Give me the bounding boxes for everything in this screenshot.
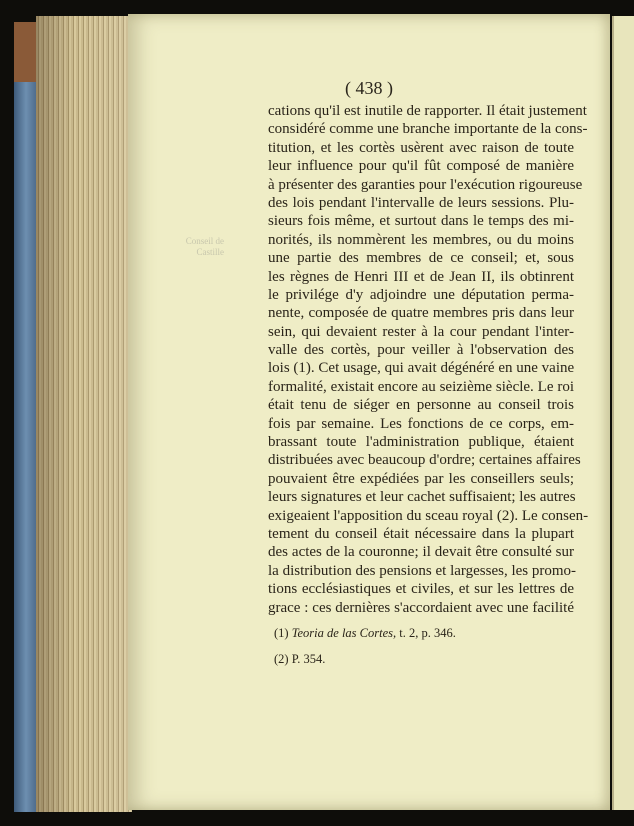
text-line: titution, et les cortès usèrent avec raison de toute <box>268 139 574 156</box>
text-line: les règnes de Henri III et de Jean II, ils obtinrent <box>268 268 574 285</box>
text-line: distribuées avec beaucoup d'ordre; certaines affaires <box>268 452 581 469</box>
text-line: le privilége d'y adjoindre une députation perma- <box>268 286 574 303</box>
book-page <box>128 14 610 810</box>
text-line: exigeaient l'apposition du sceau royal (2). Le consen- <box>268 507 589 524</box>
book-cover-spine <box>14 22 38 812</box>
text-line: sein, qui devaient rester à la cour pendant l'inter- <box>268 323 574 340</box>
footnote-ref: t. 2, p. 346. <box>399 626 456 640</box>
text-line: tions ecclésiastiques et civiles, et sur les lettres de <box>268 581 574 598</box>
text-line: la distribution des pensions et largesses, les promo- <box>268 562 577 579</box>
text-line: tement du conseil était nécessaire dans la plupart <box>268 525 574 542</box>
footnote-title: Teoria de las Cortes, <box>291 626 397 640</box>
text-line: lois (1). Cet usage, qui avait dégénéré en une vaine <box>268 360 575 377</box>
bleedthrough-margin-note: Conseil de Castille <box>185 236 224 257</box>
text-line: était tenu de siéger en personne au conseil trois <box>268 397 574 414</box>
text-line: une partie des membres de ce conseil; et, sous <box>268 250 574 267</box>
page-number: ( 438 ) <box>345 78 393 98</box>
text-line: nente, composée de quatre membres pris dans leur <box>268 305 574 322</box>
text-line: leur influence pour qu'il fût composé de manière <box>268 158 574 175</box>
facing-page-edge <box>612 16 634 810</box>
body-text <box>268 102 589 617</box>
text-line: leurs signatures et leur cachet suffisaient; les autres <box>268 489 576 506</box>
text-line: norités, ils nommèrent les membres, ou du moins <box>268 231 574 248</box>
footnote-2 <box>274 652 325 667</box>
text-line: des lois pendant l'intervalle de leurs sessions. Plu- <box>268 194 574 211</box>
text-line: brassant toute l'administration publique, étaient <box>268 434 574 451</box>
text-line: cations qu'il est inutile de rapporter. Il était justement <box>268 103 587 119</box>
text-line: des actes de la couronne; il devait être consulté sur <box>268 544 574 561</box>
text-line: valle des cortès, pour veiller à l'observation des <box>268 342 574 359</box>
text-line: grace : ces dernières s'accordaient avec une facilité <box>268 599 574 616</box>
text-line: pouvaient être expédiées par les conseillers seuls; <box>268 470 574 487</box>
text-line: formalité, existait encore au seizième siècle. Le roi <box>268 378 574 395</box>
footnote-1 <box>274 626 456 641</box>
text-line: fois par semaine. Les fonctions de ce corps, em- <box>268 415 574 432</box>
text-line: sieurs fois même, et surtout dans le temps des mi- <box>268 213 574 230</box>
text-line: considéré comme une branche importante de la cons- <box>268 121 588 138</box>
footnote-mark: (2) <box>274 652 289 666</box>
page-edges <box>36 16 132 812</box>
footnote-ref: P. 354. <box>291 652 326 666</box>
footnote-mark: (1) <box>274 626 289 640</box>
text-line: à présenter des garanties pour l'exécution rigoureuse <box>268 176 583 193</box>
